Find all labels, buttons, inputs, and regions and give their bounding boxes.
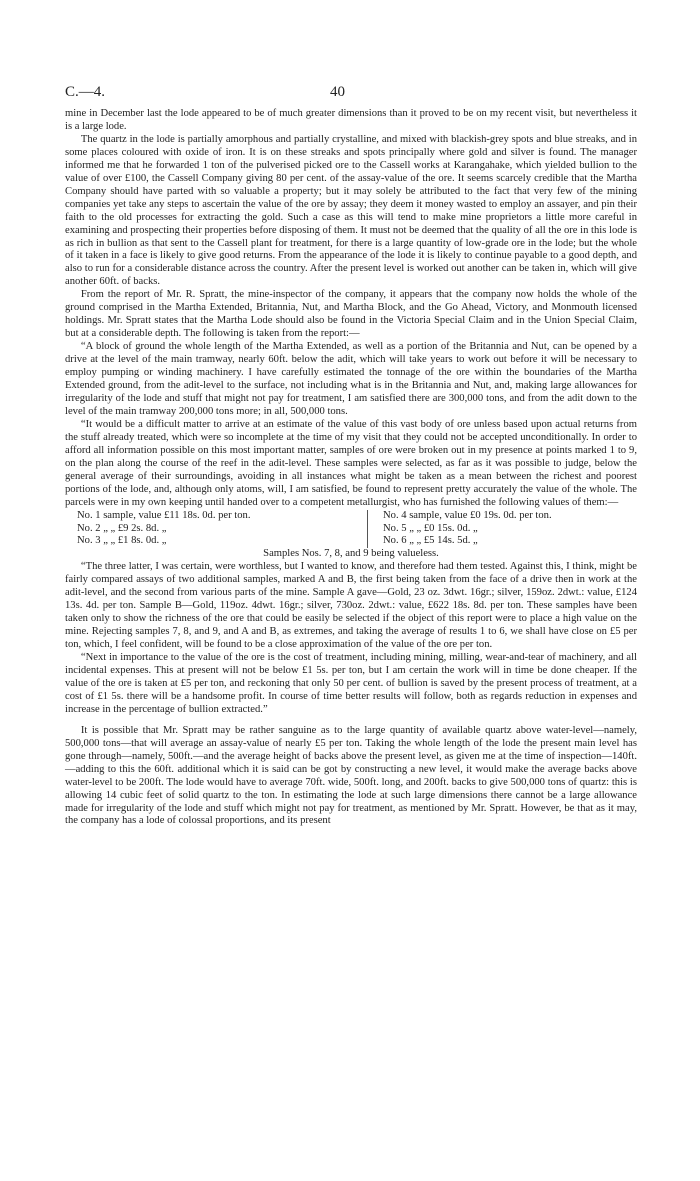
sample-cell: No. 3 „ „ £1 8s. 0d. „ — [77, 535, 167, 547]
page-number: 40 — [330, 84, 345, 100]
paragraph-4: It is possible that Mr. Spratt may be rather sanguine as to the large quantity of available quartz above water-level—namely, 500,000 tons—that will average an assay-value of nearly £5 per ton. Taking the whole length of the lode the present main level has gone through—namely, 500ft.—and the average height of backs above the present level, as given me at the time of inspection—140ft.—adding to this the 60ft. additional which it is said can be got by constructing a new level, it would make the average backs above water-level to be 200ft. The lode would have to average 70ft. wide, 500ft. long, and 200ft. backs to give 500,000 tons of quartz: this is allowing 14 cubic feet of solid quartz to the ton. In estimating the lode at such large dimensions there cannot be a large allowance made for irregularity of the lode and stuff which might not pay for treatment, as mentioned by Mr. Spratt. However, be that as it may, the company has a lode of colossal proportions, and its present — [65, 724, 637, 827]
samples-note: Samples Nos. 7, 8, and 9 being valueless. — [263, 548, 439, 560]
sample-values-table — [65, 510, 637, 549]
quote-paragraph-3: “The three latter, I was certain, were worthless, but I wanted to know, and therefore had them tested. Against this, I think, might be fairly compared assays of two additional samples, marked A and B, the first being taken from the face of a drive then in work at the adit-level, and the second from various parts of the mine. Sample A gave—Gold, 23 oz. 3dwt. 16gr.; silver, 159oz. 2dwt.: value, £124 13s. 4d. per ton. Sample B—Gold, 119oz. 4dwt. 16gr.; silver, 730oz. 2dwt.: value, £622 18s. 8d. per ton. These samples have been taken only to show the richness of the ore that could be easily be selected if the object of this report were to place a high value on the mine. Rejecting samples 7, 8, and 9, and A and B, as extremes, and taking the average of results 1 to 6, we shall have close on £5 per ton, which, I feel confident, will be found to be a close approximation of the value of the ore per ton. — [65, 561, 637, 651]
sample-cell: No. 5 „ „ £0 15s. 0d. „ — [383, 522, 478, 534]
sample-cell: No. 1 sample, value £11 18s. 0d. per ton. — [77, 509, 251, 521]
sample-cell: No. 6 „ „ £5 14s. 5d. „ — [383, 535, 478, 547]
page-header — [65, 86, 637, 106]
quote-paragraph-2: “It would be a difficult matter to arrive at an estimate of the value of this vast body of ore unless based upon actual returns from the stuff already treated, which were so incomplete at the time of my visit that they could not be accepted unconditionally. In order to afford all information possible on this most important matter, samples of ore were broken out in my presence at points marked 1 to 9, on the plan along the course of the reef in the adit-level. These samples were selected, as far as it was possible to judge, below the general average of their surroundings, avoiding in all instances what might be taken as a mean between the richest and poorest portions of the lode, and, although only atoms, will, I am satisfied, be found to represent pretty accurately the value of the whole. The parcels were in my own keeping until handed over to a competent metallurgist, who has furnished the following values of them:— — [65, 418, 637, 508]
sample-cell: No. 4 sample, value £0 19s. 0d. per ton. — [383, 509, 552, 521]
table-row — [65, 510, 637, 523]
table-row — [65, 523, 637, 536]
section-label: C.—4. — [65, 84, 106, 100]
document-body — [65, 108, 637, 828]
paragraph-3: From the report of Mr. R. Spratt, the mine-inspector of the company, it appears that the company now holds the whole of the ground comprised in the Martha Extended, Britannia, Nut, and Martha Block, and the Go Ahead, Victory, and Monmouth licensed holdings. Mr. Spratt states that the Martha Lode should also be found in the Victoria Special Claim and in the Union Special Claim, but at a considerable depth. The following is taken from the report:— — [65, 289, 637, 340]
paragraph-1: mine in December last the lode appeared to be of much greater dimensions than it proved to be on my recent visit, but nevertheless it is a large lode. — [65, 108, 637, 132]
quote-paragraph-4: “Next in importance to the value of the ore is the cost of treatment, including mining, milling, wear-and-tear of machinery, and all incidental expenses. This at present will not be below £1 5s. per ton, but I am certain the work will in time be done cheaper. If the value of the ore is taken at £5 per ton, and reckoning that only 50 per cent. of bullion is saved by the present process of treatment, at a cost of £1 5s. there will be a handsome profit. In course of time better results will follow, both as regards reduction in expenses and increase in the percentage of bullion extracted.” — [65, 652, 637, 715]
sample-cell: No. 2 „ „ £9 2s. 8d. „ — [77, 522, 167, 534]
table-row — [65, 535, 637, 548]
quote-paragraph-1: “A block of ground the whole length of the Martha Extended, as well as a portion of the Britannia and Nut, can be opened by a drive at the level of the main tramway, nearly 60ft. below the adit, which will take years to work out before it will be necessary to employ pumping or winding machinery. I have carefully estimated the tonnage of the ore within the boundaries of the Martha Extended ground, from the adit-level to the surface, not including what is in the Britannia and Nut, and, making large allowances for irregularity of the lode and stuff that might not pay for treatment, I am satisfied there are 300,000 tons, and from the adit down to the level of the main tramway 200,000 tons more; in all, 500,000 tons. — [65, 341, 637, 417]
paragraph-2: The quartz in the lode is partially amorphous and partially crystalline, and mixed with blackish-grey spots and blue streaks, and in some places coloured with oxide of iron. It is on these streaks and spots principally where gold and silver is found. The manager informed me that he forwarded 1 ton of the pulverised picked ore to the Cassell works at Karangahake, which yielded bullion to the value of over £100, the Cassell Company giving 80 per cent. of the assay-value of the ore. It seems scarcely credible that the Martha Company should have parted with so valuable a property; but it may solely be attributed to the fact that very few of the mining companies yet take any steps to ascertain the value of the ore by assay; they deem it money wasted to employ an assayer, and pin their faith to the old processes for extracting the gold. Such a case as this will tend to make mine proprietors a little more careful in examining and prospecting their properties before disposing of them. It must not be deemed that the quality of all the ore in this lode is as rich in bullion as that sent to the Cassell plant for treatment, for there is a large quantity of low-grade ore in the lode; but the whole of it taken in a face is likely to give good returns. From the appearance of the lode it is likely to continue payable to a good depth, and also to run for a considerable distance across the country. After the present level is worked out another can be taken in, which will give another 60ft. of backs. — [65, 133, 637, 288]
